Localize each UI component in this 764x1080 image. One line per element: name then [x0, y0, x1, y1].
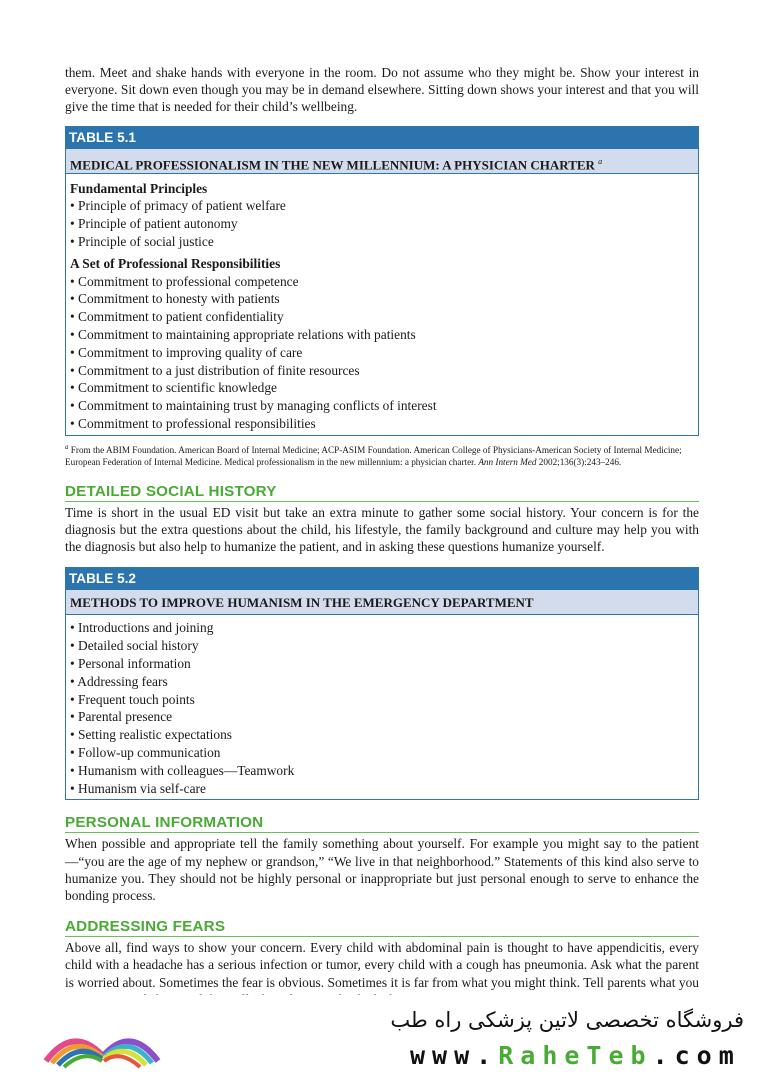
footer-banner [0, 995, 764, 1080]
list-item: • Principle of patient autonomy [70, 216, 238, 232]
table-footnote-marker: a [598, 156, 603, 166]
list-item: • Commitment to maintaining appropriate relations with patients [70, 326, 416, 342]
list-item: • Parental presence [70, 709, 173, 725]
website-url[interactable] [410, 1041, 741, 1070]
table-footnote [65, 441, 699, 469]
list-item: • Detailed social history [70, 638, 199, 654]
list-item: • Setting realistic expectations [70, 727, 232, 743]
list-item: • Humanism with colleagues—Teamwork [70, 762, 295, 778]
page-content [65, 64, 699, 1008]
footnote-journal: Ann Intern Med [478, 457, 537, 468]
table-title-text: MEDICAL PROFESSIONALISM IN THE NEW MILLENNIUM: A PHYSICIAN CHARTER [70, 156, 595, 172]
table-group-heading: A Set of Professional Responsibilities [70, 255, 281, 271]
url-brand: RaheTeb [498, 1041, 653, 1070]
list-item: • Humanism via self-care [70, 780, 206, 796]
footnote-marker: a [65, 442, 69, 451]
social-history-paragraph: Time is short in the usual ED visit but take an extra minute to gather some social history. Your concern is for the diagnosis but the extra questions about the child, his lifestyle, the family background and culture may help you with the diagnosis but also help to humanize the patient, and in asking these questions humanize yourself. [65, 504, 699, 555]
personal-information-paragraph: When possible and appropriate tell the family something about yourself. For example you might say to the patient —“you are the age of my nephew or grandson,” “We live in that neighborhood.” Statements of this kind also serve to humanize you. They should not be highly personal or inappropriate but just personal enough to serve to enhance the bonding process. [65, 836, 699, 904]
list-item: • Commitment to honesty with patients [70, 291, 280, 307]
table-title [66, 149, 698, 174]
footnote-tail: 2002;136(3):243–246. [536, 457, 622, 468]
table-label: TABLE 5.1 [66, 127, 698, 149]
list-item: • Principle of primacy of patient welfare [70, 198, 286, 214]
list-item: • Commitment to patient confidentiality [70, 309, 284, 325]
list-item: • Frequent touch points [70, 691, 195, 707]
store-name-persian: فروشگاه تخصصی لاتین پزشکی راه طب [390, 1008, 744, 1032]
list-item: • Follow-up communication [70, 745, 221, 761]
footnote-text: From the ABIM Foundation. American Board of Internal Medicine; ACP-ASIM Foundation. American College of Physicians-American Society of Internal Medicine; European Federation of Internal Medicine. Medical professionalism in the new millennium: a physician charter. [65, 444, 682, 468]
list-item: • Commitment to professional responsibilities [70, 415, 316, 431]
list-item: • Principle of social justice [70, 234, 214, 249]
list-item: • Commitment to scientific knowledge [70, 380, 277, 396]
list-item: • Introductions and joining [70, 620, 214, 636]
table-body [66, 174, 698, 435]
section-heading-addressing-fears: ADDRESSING FEARS [65, 918, 699, 937]
list-item: • Personal information [70, 656, 191, 672]
table-label: TABLE 5.2 [66, 568, 698, 590]
list-item: • Addressing fears [70, 673, 168, 689]
section-heading-social-history: DETAILED SOCIAL HISTORY [65, 483, 699, 502]
table-5-2 [65, 567, 699, 800]
intro-paragraph: them. Meet and shake hands with everyone in the room. Do not assume who they might be. Show your interest in everyone. Sit down even though you may be in demand elsewhere. Sitting down shows your interest and that you will give the time that is needed for their child’s wellbeing. [65, 65, 699, 115]
list-item: • Commitment to improving quality of care [70, 344, 303, 360]
section-heading-personal-information: PERSONAL INFORMATION [65, 814, 699, 833]
table-group-heading: Fundamental Principles [70, 180, 208, 196]
url-prefix: www. [410, 1041, 499, 1070]
addressing-fears-paragraph: Above all, find ways to show your concern. Every child with abdominal pain is thought to have appendicitis, every child with a headache has a serious infection or tumor, every child with a cough has pneumonia. Ask what the parent is worried about. Sometimes the fear is obvious. Sometimes it is far from what you might think. Tell parents what you [65, 940, 699, 990]
table-5-1 [65, 126, 699, 436]
table-title: METHODS TO IMPROVE HUMANISM IN THE EMERGENCY DEPARTMENT [66, 590, 698, 615]
list-item: • Commitment to a just distribution of finite resources [70, 362, 360, 378]
url-suffix: .com [652, 1041, 741, 1070]
open-book-logo-icon [38, 1011, 168, 1074]
list-item: • Commitment to professional competence [70, 273, 299, 289]
table-body [66, 615, 698, 799]
list-item: • Commitment to maintaining trust by managing conflicts of interest [70, 398, 437, 414]
